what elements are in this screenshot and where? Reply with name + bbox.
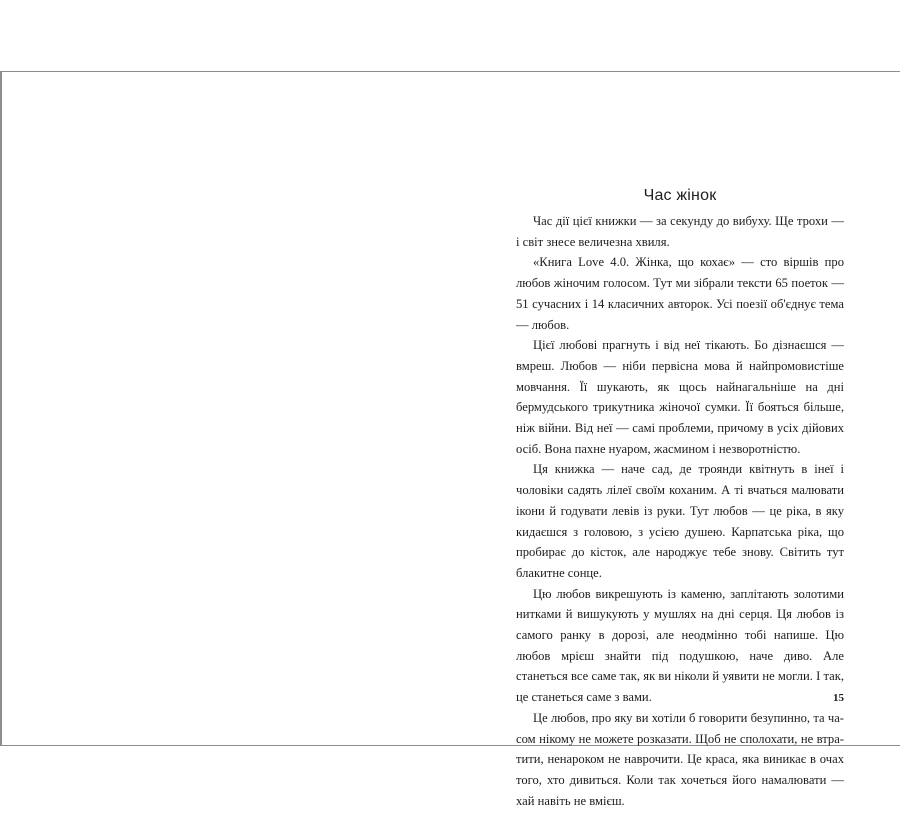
paragraph: Час дії цієї книжки — за секунду до вибуху. Ще трохи — і світ знесе величезна хвиля.: [516, 214, 844, 249]
paragraph: Цієї любові прагнуть і від неї тікають. Бо дізнаєшся — вмреш. Любов — ніби первісна мова й найпромовистіше мовчання. Її шукають, як щось найнагальніше на дні бермудського трикутника жіночої сумки. Її бояться більше, ніж війни. Від неї — самі проблеми, причому в усіх дійових осіб. Вона пахне нуаром, жасмином і незворотністю.: [516, 338, 844, 456]
page-number: 15: [833, 692, 844, 704]
paragraph: Це любов, про яку ви хотіли б говорити безупинно, та часом нікому не можете розказати. Щоб не сполохати, не втратити, ненароком не наврочити. Це краса, яка виникає в очах того, хто дивиться. Коли так хочеться його намалювати — хай навіть не вмієш.: [516, 710, 844, 808]
body-text: [516, 211, 844, 811]
paragraph: «Книга Love 4.0. Жінка, що кохає» — сто віршів про любов жіночим голосом. Тут ми зібрали тексти 65 поеток — 51 сучасних і 14 класичних авторок. Усі поезії об'єднує тема — любов.: [516, 255, 844, 332]
chapter-title: Час жінок: [643, 186, 717, 204]
book-spread: [0, 71, 900, 808]
left-page: [2, 72, 451, 745]
paragraph: Ця книжка — наче сад, де троянди квітнуть в інеї і чоловіки садять лілеї своїм коханим. А ті вчаться малювати ікони й годувати левів із руки. Тут любов — це ріка, в яку кидаєшся з головою, з усією душею. Карпатська ріка, що пробирає до кісток, але народжує тебе знову. Світить тут блакитне сонце.: [516, 462, 844, 580]
right-page: [451, 72, 900, 808]
paragraph: Цю любов викрешують із каменю, заплітають золотими нитками й вишукують у мушлях на дні серця. Ця любов із самого ранку в дорозі, але неодмінно тобі напише. Цю любов мрієш знайти під подушкою, наче диво. Але станеться все саме так, як ви ніколи й уявити не могли. І так, це станеться саме з вами.: [516, 586, 844, 705]
